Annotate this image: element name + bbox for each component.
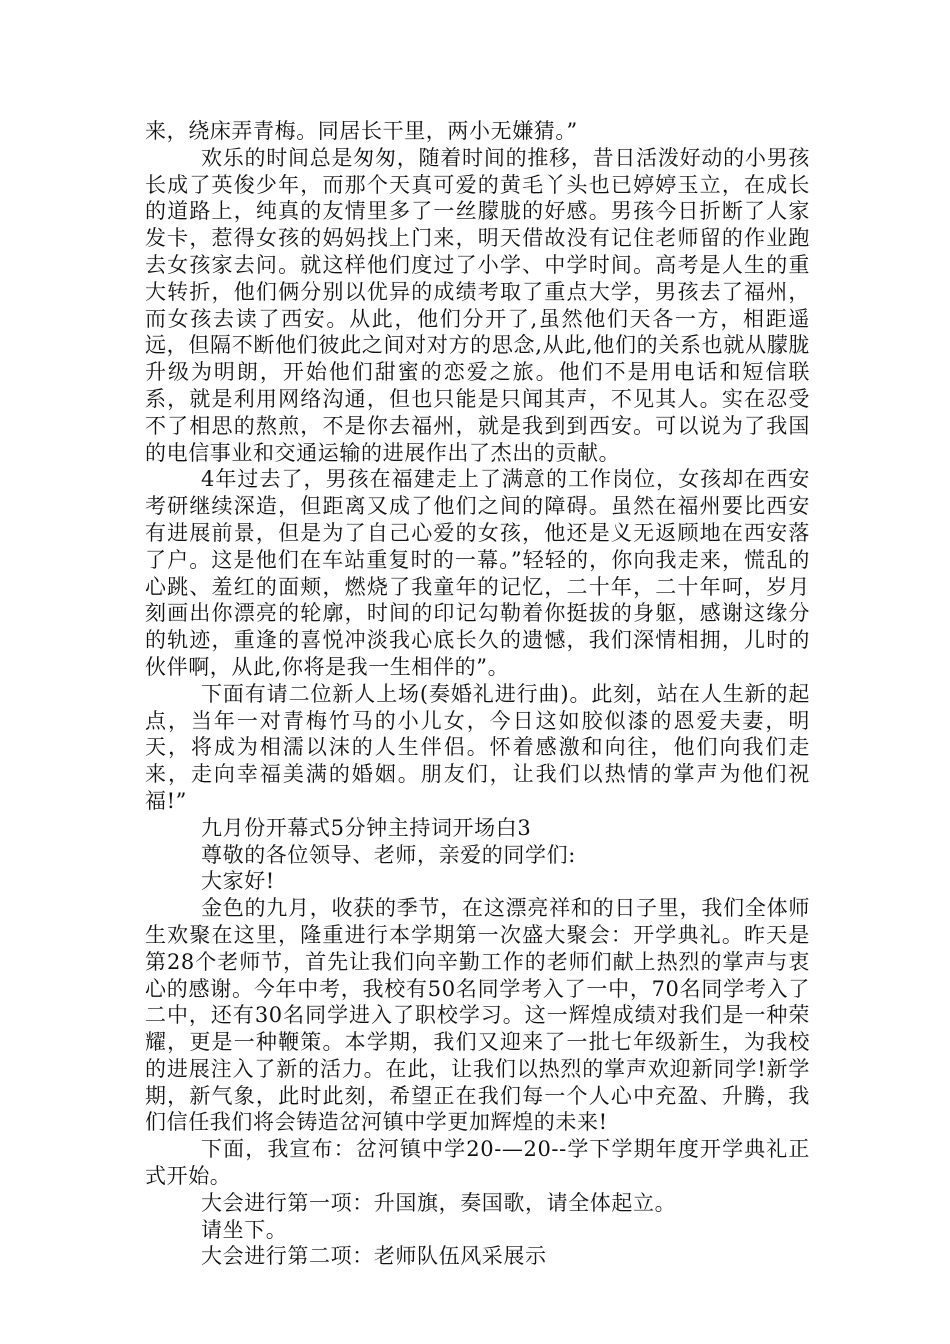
greeting: 大家好! xyxy=(201,869,275,894)
salutation: 尊敬的各位领导、老师，亲爱的同学们: xyxy=(201,842,576,867)
paragraph-announcement: 下面，我宣布：岔河镇中学20-—20--学下学期年度开学典礼正式开始。 xyxy=(145,1137,810,1189)
document-body xyxy=(145,118,810,1270)
section-heading: 九月份开幕式5分钟主持词开场白3 xyxy=(201,815,532,840)
paragraph-opening-speech: 金色的九月，收获的季节，在这漂亮祥和的日子里，我们全体师生欢聚在这里，隆重进行本学期第一次盛大聚会：开学典礼。昨天是第28个老师节，首先让我们向辛勤工作的老师们献上热烈的掌声与衷心的感谢。今年中考，我校有50名同学考入了一中，70名同学考入了二中，还有30名同学进入了职校学习。这一辉煌成绩对我们是一种荣耀，更是一种鞭策。本学期，我们又迎来了一批七年级新生，为我校的进展注入了新的活力。在此，让我们以热烈的掌声欢迎新同学!新学期，新气象，此时此刻，希望正在我们每一个人心中充盈、升腾，我们信任我们将会铸造岔河镇中学更加辉煌的未来! xyxy=(145,896,810,1135)
paragraph-poem-ending: 来，绕床弄青梅。同居长干里，两小无嫌猜。” xyxy=(145,119,578,143)
agenda-item-1: 大会进行第一项：升国旗，奏国歌，请全体起立。 xyxy=(201,1190,677,1215)
instruction-sit-down: 请坐下。 xyxy=(201,1217,288,1242)
paragraph-newlyweds-entrance: 下面有请二位新人上场(奏婚礼进行曲)。此刻，站在人生新的起点，当年一对青梅竹马的小儿女，今日这如胶似漆的恩爱夫妻，明天，将成为相濡以沫的人生伴侣。怀着感激和向往，他们向我们走来，走向幸福美满的婚姻。朋友们，让我们以热情的掌声为他们祝福!” xyxy=(145,681,810,813)
paragraph-reunion: 4年过去了，男孩在福建走上了满意的工作岗位，女孩却在西安考研继续深造，但距离又成了他们之间的障碍。虽然在福州要比西安有进展前景，但是为了自己心爱的女孩，他还是义无返顾地在西安落了户。这是他们在车站重复时的一幕。”轻轻的，你向我走来，慌乱的心跳、羞红的面颊，燃烧了我童年的记忆，二十年，二十年呵，岁月刻画出你漂亮的轮廓，时间的印记勾勒着你挺拔的身躯，感谢这缘分的轨迹，重逢的喜悦冲淡我心底长久的遗憾，我们深情相拥，儿时的伙伴啊，从此,你将是我一生相伴的”。 xyxy=(145,467,810,679)
paragraph-childhood-story: 欢乐的时间总是匆匆，随着时间的推移，昔日活泼好动的小男孩长成了英俊少年，而那个天真可爱的黄毛丫头也已婷婷玉立，在成长的道路上，纯真的友情里多了一丝朦胧的好感。男孩今日折断了人家发卡，惹得女孩的妈妈找上门来，明天借故没有记住老师留的作业跑去女孩家去问。就这样他们度过了小学、中学时间。高考是人生的重大转折，他们俩分别以优异的成绩考取了重点大学，男孩去了福州，而女孩去读了西安。从此，他们分开了,虽然他们天各一方，相距遥远，但隔不断他们彼此之间对对方的思念,从此,他们的关系也就从朦胧升级为明朗，开始他们甜蜜的恋爱之旅。他们不是用电话和短信联系，就是利用网络沟通，但也只能是只闻其声，不见其人。实在忍受不了相思的熬煎，不是你去福州，就是我到到西安。可以说为了我国的电信事业和交通运输的进展作出了杰出的贡献。 xyxy=(145,145,810,465)
agenda-item-2: 大会进行第二项：老师队伍风采展示 xyxy=(201,1244,547,1269)
